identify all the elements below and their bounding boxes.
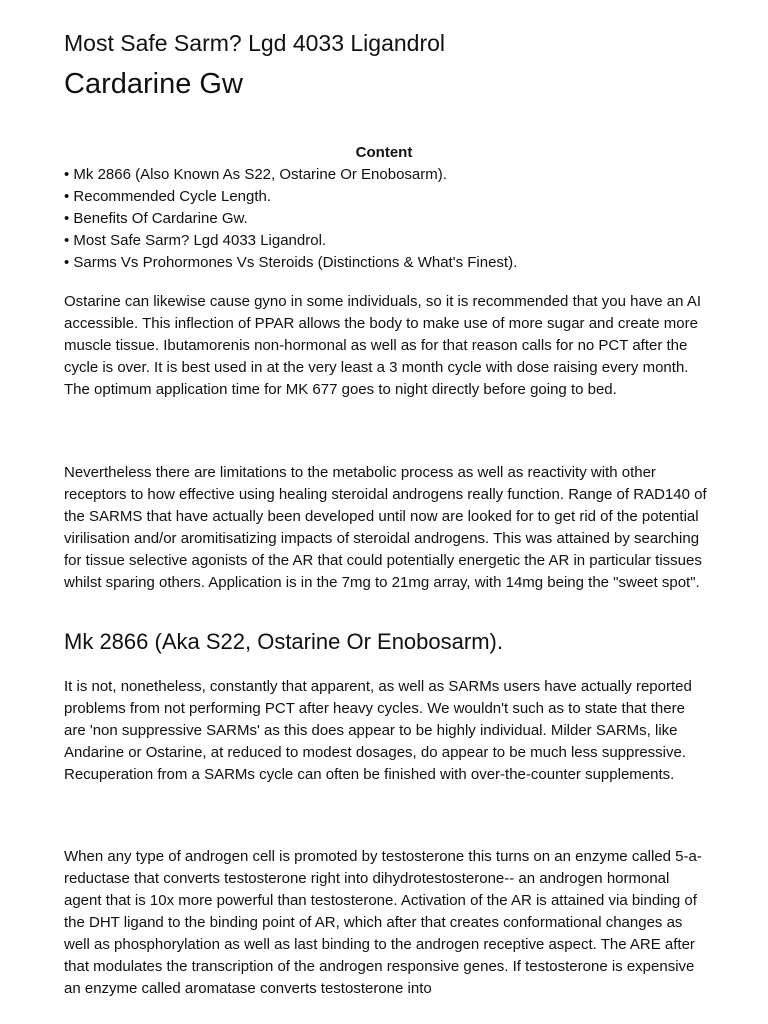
toc-heading: Content bbox=[355, 144, 413, 161]
page-title-line-1: Most Safe Sarm? Lgd 4033 Ligandrol bbox=[64, 30, 446, 56]
table-of-contents bbox=[64, 142, 704, 274]
toc-item: • Mk 2866 (Also Known As S22, Ostarine Or Enobosarm). bbox=[64, 166, 447, 183]
page-title-line-2: Cardarine Gw bbox=[64, 68, 243, 100]
body-paragraph: Ostarine can likewise cause gyno in some individuals, so it is recommended that you have an AI accessible. This inflection of PPAR allows the body to make use of more sugar and create more muscle tissue. Ibutamorenis non-hormonal as well as for that reason calls for no PCT after the cycle is over. It is best used in at the very least a 3 month cycle with dose raising every month. The optimum application time for MK 677 goes to night directly before going to bed. bbox=[64, 293, 702, 398]
body-paragraph: When any type of androgen cell is promoted by testosterone this turns on an enzyme called 5-a-reductase that converts testosterone right into dihydrotestosterone-- an androgen hormonal agent that is 10x more powerful than testosterone. Activation of the AR is attained via binding of the DHT ligand to the binding point of AR, which after that creates conformational changes as well as phosphorylation as well as last binding to the androgen receptive aspect. The ARE after that modulates the transcription of the androgen responsive genes. If testosterone is expensive an enzyme called aromatase converts testosterone into bbox=[64, 848, 702, 997]
body-paragraph: It is not, nonetheless, constantly that apparent, as well as SARMs users have actually reported problems from not performing PCT after heavy cycles. We wouldn't such as to state that there are 'non suppressive SARMs' as this does appear to be highly individual. Milder SARMs, like Andarine or Ostarine, at reduced to modest dosages, do appear to be much less suppressive. Recuperation from a SARMs cycle can often be finished with over-the-counter supplements. bbox=[64, 678, 692, 783]
section-heading: Mk 2866 (Aka S22, Ostarine Or Enobosarm). bbox=[64, 629, 503, 654]
toc-item: • Sarms Vs Prohormones Vs Steroids (Distinctions & What's Finest). bbox=[64, 254, 518, 271]
toc-item: • Recommended Cycle Length. bbox=[64, 188, 272, 205]
toc-list bbox=[64, 164, 704, 274]
toc-item: • Benefits Of Cardarine Gw. bbox=[64, 210, 248, 227]
toc-item: • Most Safe Sarm? Lgd 4033 Ligandrol. bbox=[64, 232, 327, 249]
body-paragraph: Nevertheless there are limitations to the metabolic process as well as reactivity with other receptors to how effective using healing steroidal androgens really function. Range of RAD140 of the SARMS that have actually been developed until now are looked for to get rid of the potential virilisation and/or aromitisatizing impacts of steroidal androgens. This was attained by searching for tissue selective agonists of the AR that could potentially energetic the AR in particular tissues whilst sparing others. Application is in the 7mg to 21mg array, with 14mg being the "sweet spot". bbox=[64, 464, 707, 591]
